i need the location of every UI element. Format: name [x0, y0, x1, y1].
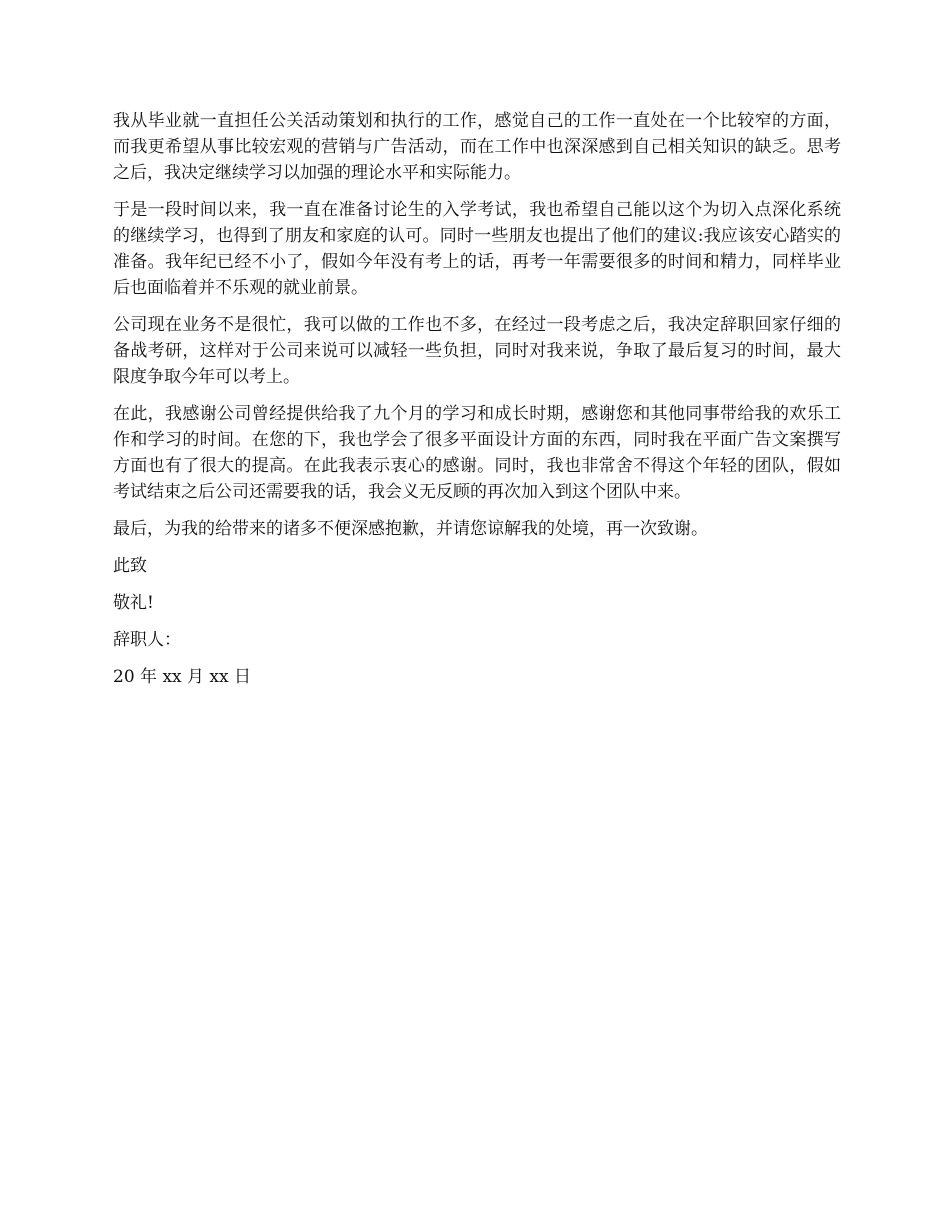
closing-line: 此致	[113, 556, 147, 576]
paragraph-4: 在此，我感谢公司曾经提供给我了九个月的学习和成长时期，感谢您和其他同事带给我的欢乐工作和学习的时间。在您的下，我也学会了很多平面设计方面的东西，同时我在平面广告文案撰写方面也有了很大的提高。在此我表示衷心的感谢。同时，我也非常舍不得这个年轻的团队，假如考试结束之后公司还需要我的话，我会义无反顾的再次加入到这个团队中来。	[113, 404, 841, 502]
signer-label: 辞职人：	[113, 630, 181, 650]
date-line: 20 年 xx 月 xx 日	[113, 667, 252, 687]
salutation-line: 敬礼!	[113, 593, 154, 613]
paragraph-3: 公司现在业务不是很忙，我可以做的工作也不多，在经过一段考虑之后，我决定辞职回家仔细的备战考研，这样对于公司来说可以减轻一些负担，同时对我来说，争取了最后复习的时间，最大限度争取今年可以考上。	[113, 315, 841, 387]
paragraph-1: 我从毕业就一直担任公关活动策划和执行的工作，感觉自己的工作一直处在一个比较窄的方面，而我更希望从事比较宏观的营销与广告活动，而在工作中也深深感到自己相关知识的缺乏。思考之后，我决定继续学习以加强的理论水平和实际能力。	[113, 111, 841, 183]
paragraph-2: 于是一段时间以来，我一直在准备讨论生的入学考试，我也希望自己能以这个为切入点深化系统的继续学习，也得到了朋友和家庭的认可。同时一些朋友也提出了他们的建议:我应该安心踏实的准备。我年纪已经不小了，假如今年没有考上的话，再考一年需要很多的时间和精力，同样毕业后也面临着并不乐观的就业前景。	[113, 200, 841, 298]
paragraph-5: 最后，为我的给带来的诸多不便深感抱歉，并请您谅解我的处境，再一次致谢。	[113, 519, 708, 539]
letter-body	[113, 108, 841, 701]
